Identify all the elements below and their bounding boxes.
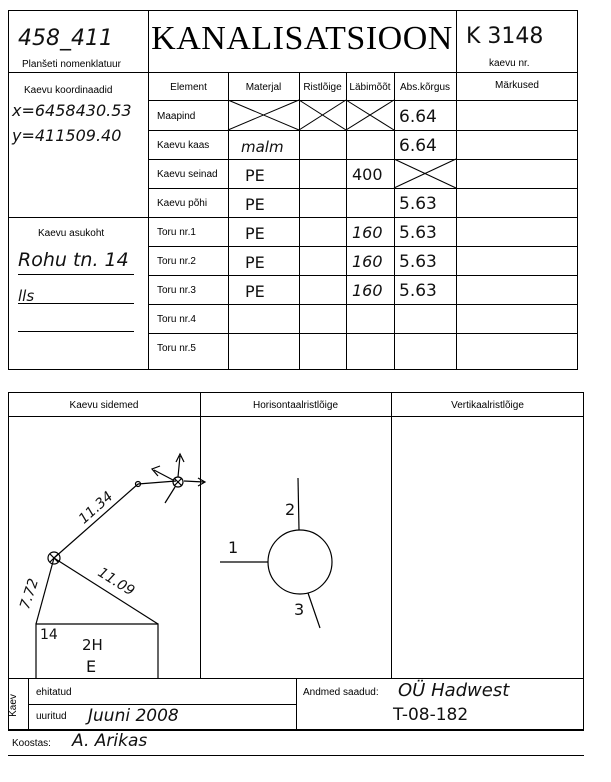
location-line-2: lls [18,287,35,305]
built-label: ehitatud [36,687,72,698]
coordinates-label: Kaevu koordinaadid [24,85,113,96]
material-value: malm [241,138,284,156]
surveyed-value: Juuni 2008 [88,706,179,726]
diameter-value: 400 [352,165,383,184]
row-label: Toru nr.4 [157,314,196,325]
header-remarks: Märkused [495,80,539,91]
footer-side-label: Kaev [7,694,19,717]
pipe-label: 1 [228,538,239,557]
col-header-connections: Kaevu sidemed [69,400,139,411]
house-label: E [86,657,97,676]
row-label: Toru nr.3 [157,285,196,296]
material-value: PE [245,282,265,301]
well-number-value: K 3148 [466,24,544,49]
page-title: KANALISATSIOON [151,20,453,57]
abs-height-value: 6.64 [399,107,437,127]
data-source-label: Andmed saadud: [303,687,379,698]
row-label: Toru nr.2 [157,256,196,267]
abs-height-value: 6.64 [399,136,437,156]
divider [296,678,297,730]
row-label: Toru nr.5 [157,343,196,354]
location-line-1: Rohu tn. 14 [18,249,129,271]
header-material: Materjal [245,82,282,93]
coordinate-y: y=411509.40 [12,126,122,145]
abs-height-value: 5.63 [399,252,437,272]
location-label: Kaevu asukoht [38,228,105,239]
author-value: A. Arikas [72,731,148,751]
material-value: PE [245,253,265,272]
col-header-vertical: Vertikaalristlõige [451,400,524,411]
abs-height-value: 5.63 [399,281,437,301]
nomenclature-label: Planšeti nomenklatuur [22,59,121,70]
row-label: Maapind [157,111,196,122]
surveyed-label: uuritud [36,711,67,722]
material-value: PE [245,195,265,214]
abs-height-value: 5.63 [399,223,437,243]
header-element: Element [170,82,207,93]
diameter-value: 160 [352,281,383,300]
abs-height-value: 5.63 [399,194,437,214]
row-label: Toru nr.1 [157,227,196,238]
row-label: Kaevu põhi [157,198,208,209]
header-diameter: Läbimõõt [349,82,391,93]
diameter-value: 160 [352,252,383,271]
well-number-label: kaevu nr. [489,58,530,69]
distance-label: 7.72 [17,576,43,612]
author-label: Koostas: [12,738,51,749]
coordinate-x: x=6458430.53 [12,101,132,120]
data-source-value: OÜ Hadwest [398,680,510,701]
divider [28,704,296,705]
distance-label: 11.34 [75,488,117,528]
row-label: Kaevu kaas [157,140,210,151]
header-abs-height: Abs.kõrgus [399,82,451,93]
material-value: PE [245,166,265,185]
row-label: Kaevu seinad [157,169,218,180]
pipe-label: 2 [285,500,296,519]
pipe-label: 3 [294,600,305,619]
divider [8,755,584,756]
distance-label: 11.09 [94,564,138,600]
data-source-code: T-08-182 [393,705,469,725]
house-label: 2H [82,636,103,654]
nomenclature-value: 458_411 [18,26,113,51]
diameter-value: 160 [352,223,383,242]
header-cross-section: Ristlõige [303,82,342,93]
material-value: PE [245,224,265,243]
col-header-horizontal: Horisontaalristlõige [252,400,339,411]
house-number: 14 [40,627,58,643]
